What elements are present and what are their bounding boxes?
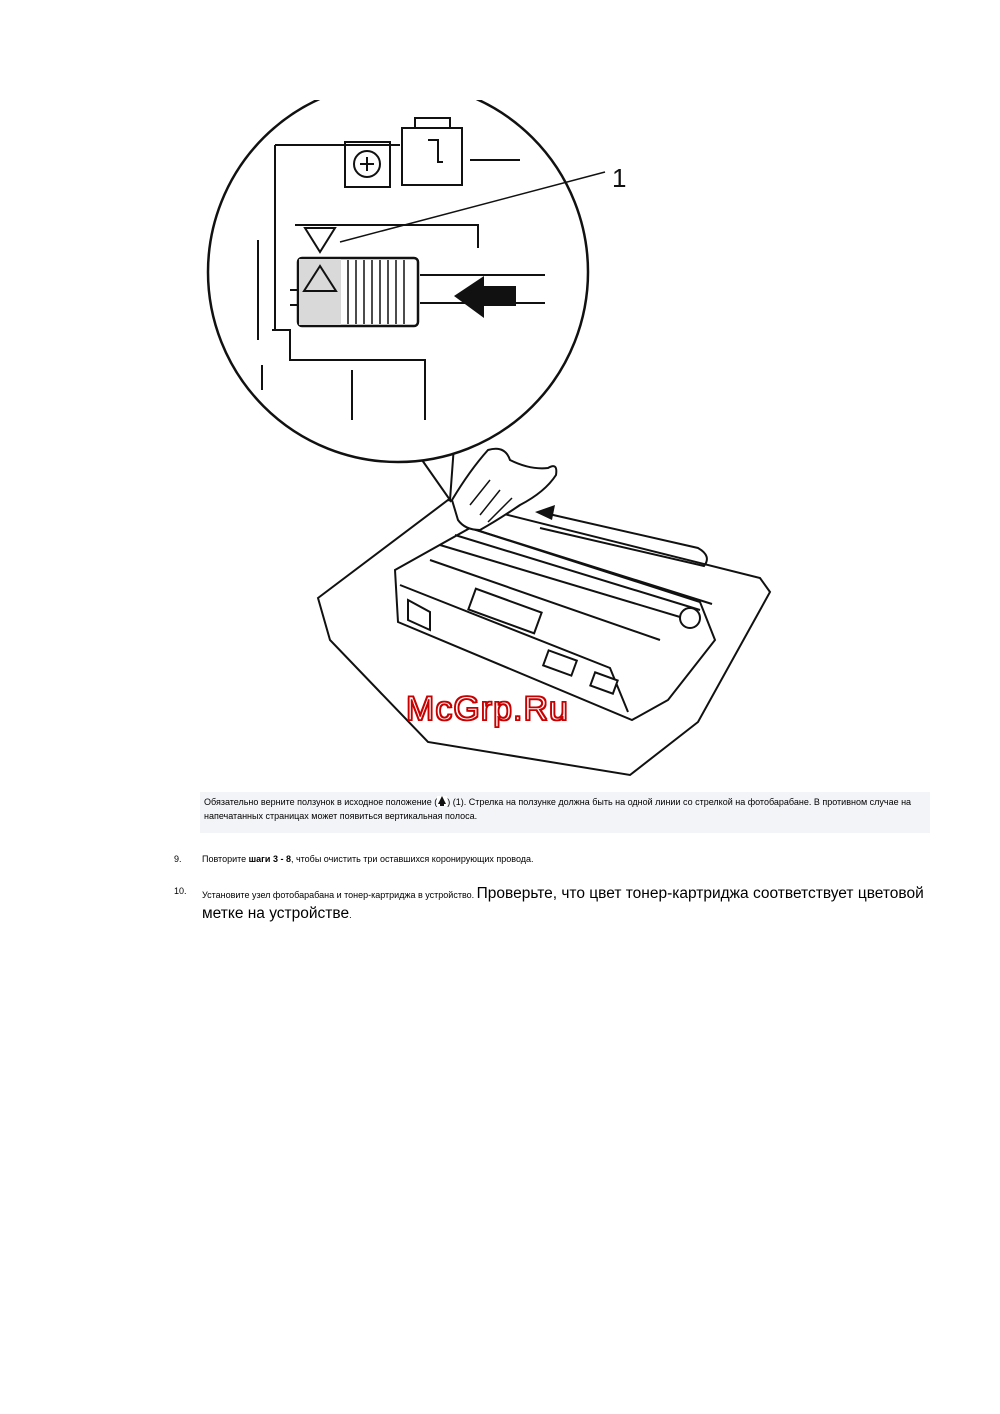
callout-number: 1 [612,163,627,193]
step-number: 10. [174,886,187,896]
note-text-after: ) (1). Стрелка на ползунке должна быть на одной линии со стрелкой на фотобарабане. В противном случае на напечатанных страницах может появиться вертикальная полоса. [204,797,912,821]
note-text-before: Обязательно верните ползунок в исходное положение ( [204,797,438,807]
step-number: 9. [174,854,182,864]
step-text: Установите узел фотобарабана и тонер-картриджа в устройство. Проверьте, что цвет тонер-картриджа соответствует цветовой метке на устройстве. [202,885,924,922]
note-box [200,792,930,833]
step-text-large: Проверьте, что цвет тонер-картриджа соответствует цветовой метке на устройстве [202,885,924,922]
drum-cleaning-illustration [200,100,800,780]
step-text: Повторите шаги 3 - 8, чтобы очистить три оставшихся коронирующих провода. [202,854,534,864]
step-range: шаги 3 - 8 [248,854,291,864]
direction-arrowhead [535,505,555,520]
slider [298,258,418,326]
slider-position-icon [437,796,447,806]
watermark: McGrp.Ru [406,690,569,728]
drum-unit-diagram [200,100,800,780]
